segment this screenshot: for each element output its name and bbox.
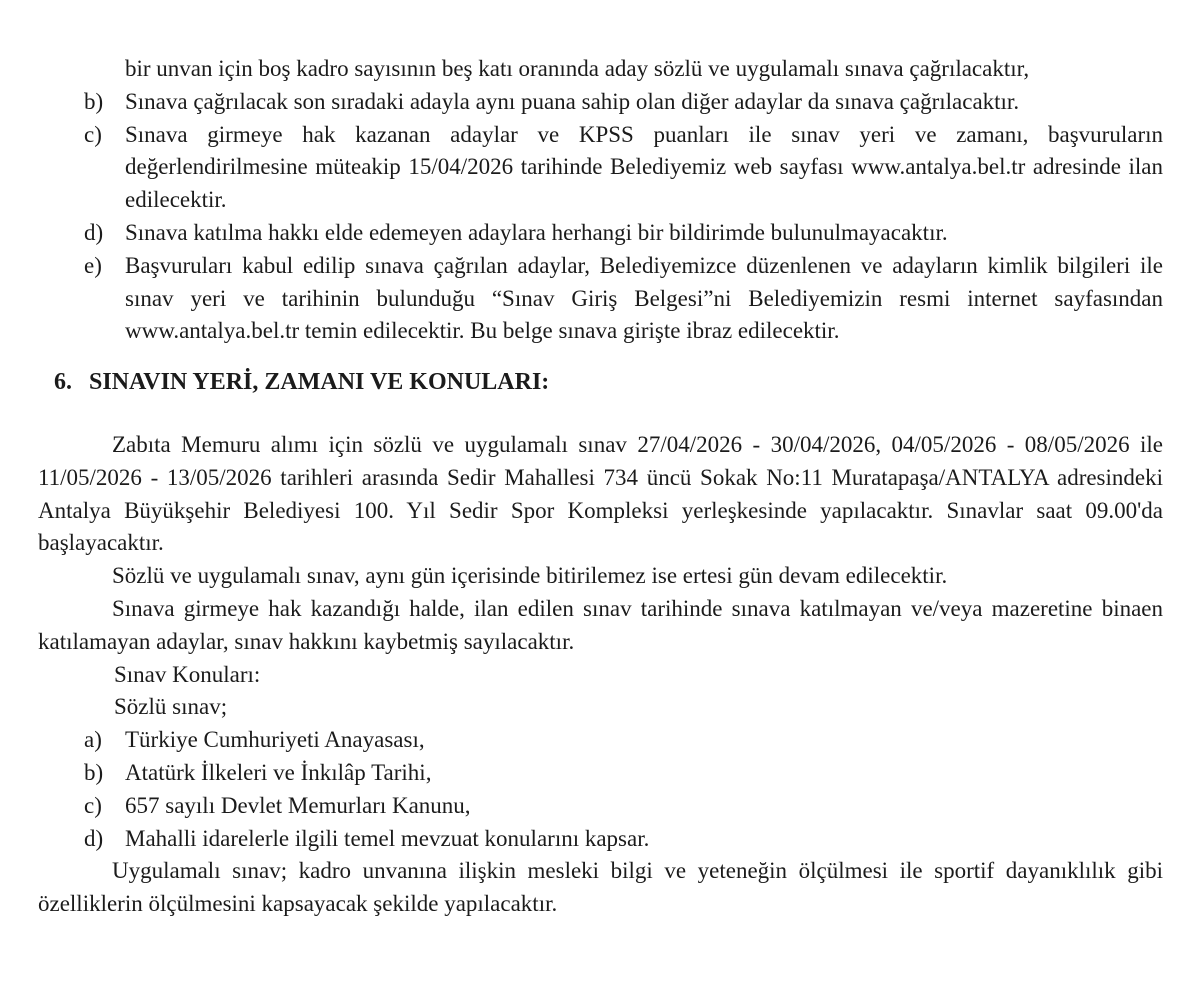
topic-item-a [38, 724, 1163, 757]
list-item-b [38, 86, 1163, 119]
section-title: SINAVIN YERİ, ZAMANI VE KONULARI: [89, 369, 550, 396]
list-marker: d) [84, 219, 104, 245]
topic-item-d [38, 823, 1163, 856]
section-heading [38, 366, 1163, 399]
list-item-text: Başvuruları kabul edilip sınava çağrılan adaylar, Belediyemizce düzenlenen ve adayların kimlik bilgileri ile sınav yeri ve tarihinin bulunduğu “Sınav Giriş Belgesi”ni Belediyemizin resmi internet sayfasından www.antalya.bel.tr temin edilecektir. Bu belge sınava girişte ibraz edilecektir. [125, 252, 1163, 344]
list-item-text: bir unvan için boş kadro sayısının beş katı oranında aday sözlü ve uygulamalı sınava çağrılacaktır, [125, 56, 1030, 81]
list-marker: a) [84, 727, 102, 753]
list-marker: c) [84, 792, 102, 818]
section-number: 6. [54, 369, 72, 396]
list-marker: c) [84, 121, 102, 147]
list-item-c [38, 119, 1163, 217]
section-body [38, 429, 1163, 921]
list-marker: e) [84, 252, 102, 278]
line-sinav-konulari: Sınav Konuları: [114, 661, 261, 687]
topic-item-text: Türkiye Cumhuriyeti Anayasası, [125, 727, 425, 753]
topic-item-b [38, 757, 1163, 790]
list-marker: b) [84, 88, 104, 114]
paragraph-missed-exam: Sınava girmeye hak kazandığı halde, ilan edilen sınav tarihinde sınava katılmayan ve/veya mazeretine binaen katılamayan adaylar, sınav hakkını kaybetmiş sayılacaktır. [38, 595, 1163, 654]
list-item-d [38, 217, 1163, 250]
topic-item-c [38, 790, 1163, 823]
paragraph-practical-exam: Uygulamalı sınav; kadro unvanına ilişkin mesleki bilgi ve yeteneğin ölçülmesi ile sportif dayanıklılık gibi özelliklerin ölçülmesini kapsayacak şekilde yapılacaktır. [38, 858, 1163, 917]
paragraph-exam-schedule: Zabıta Memuru alımı için sözlü ve uygulamalı sınav 27/04/2026 - 30/04/2026, 04/05/2026 - 08/05/2026 ile 11/05/2026 - 13/05/2026 tarihleri arasında Sedir Mahallesi 734 üncü Sokak No:11 Muratapaşa/ANTALYA adresindeki Antalya Büyükşehir Belediyesi 100. Yıl Sedir Spor Kompleksi yerleşkesinde yapılacaktır. Sınavlar saat 09.00'da başlayacaktır. [38, 431, 1163, 556]
list-item-a-continuation [38, 53, 1163, 86]
list-item-text: Sınava çağrılacak son sıradaki adayla aynı puana sahip olan diğer adaylar da sınava çağrılacaktır. [125, 88, 1020, 114]
list-item-text: Sınava girmeye hak kazanan adaylar ve KPSS puanları ile sınav yeri ve zamanı, başvuruların değerlendirilmesine müteakip 15/04/2026 tarihinde Belediyemiz web sayfası www.antalya.bel.tr adresinde ilan edilecektir. [125, 121, 1163, 213]
topic-item-text: Atatürk İlkeleri ve İnkılâp Tarihi, [125, 759, 432, 785]
list-item-e [38, 250, 1163, 348]
list-item-text: Sınava katılma hakkı elde edemeyen adaylara herhangi bir bildirimde bulunulmayacaktır. [125, 219, 948, 245]
line-sozlu-sinav: Sözlü sınav; [114, 694, 228, 720]
list-marker: d) [84, 825, 104, 851]
topic-item-text: 657 sayılı Devlet Memurları Kanunu, [125, 792, 471, 818]
paragraph-exam-continuation: Sözlü ve uygulamalı sınav, aynı gün içerisinde bitirilemez ise ertesi gün devam edilecektir. [112, 563, 948, 589]
topic-item-text: Mahalli idarelerle ilgili temel mevzuat konularını kapsar. [125, 825, 650, 851]
list-marker: b) [84, 759, 104, 785]
